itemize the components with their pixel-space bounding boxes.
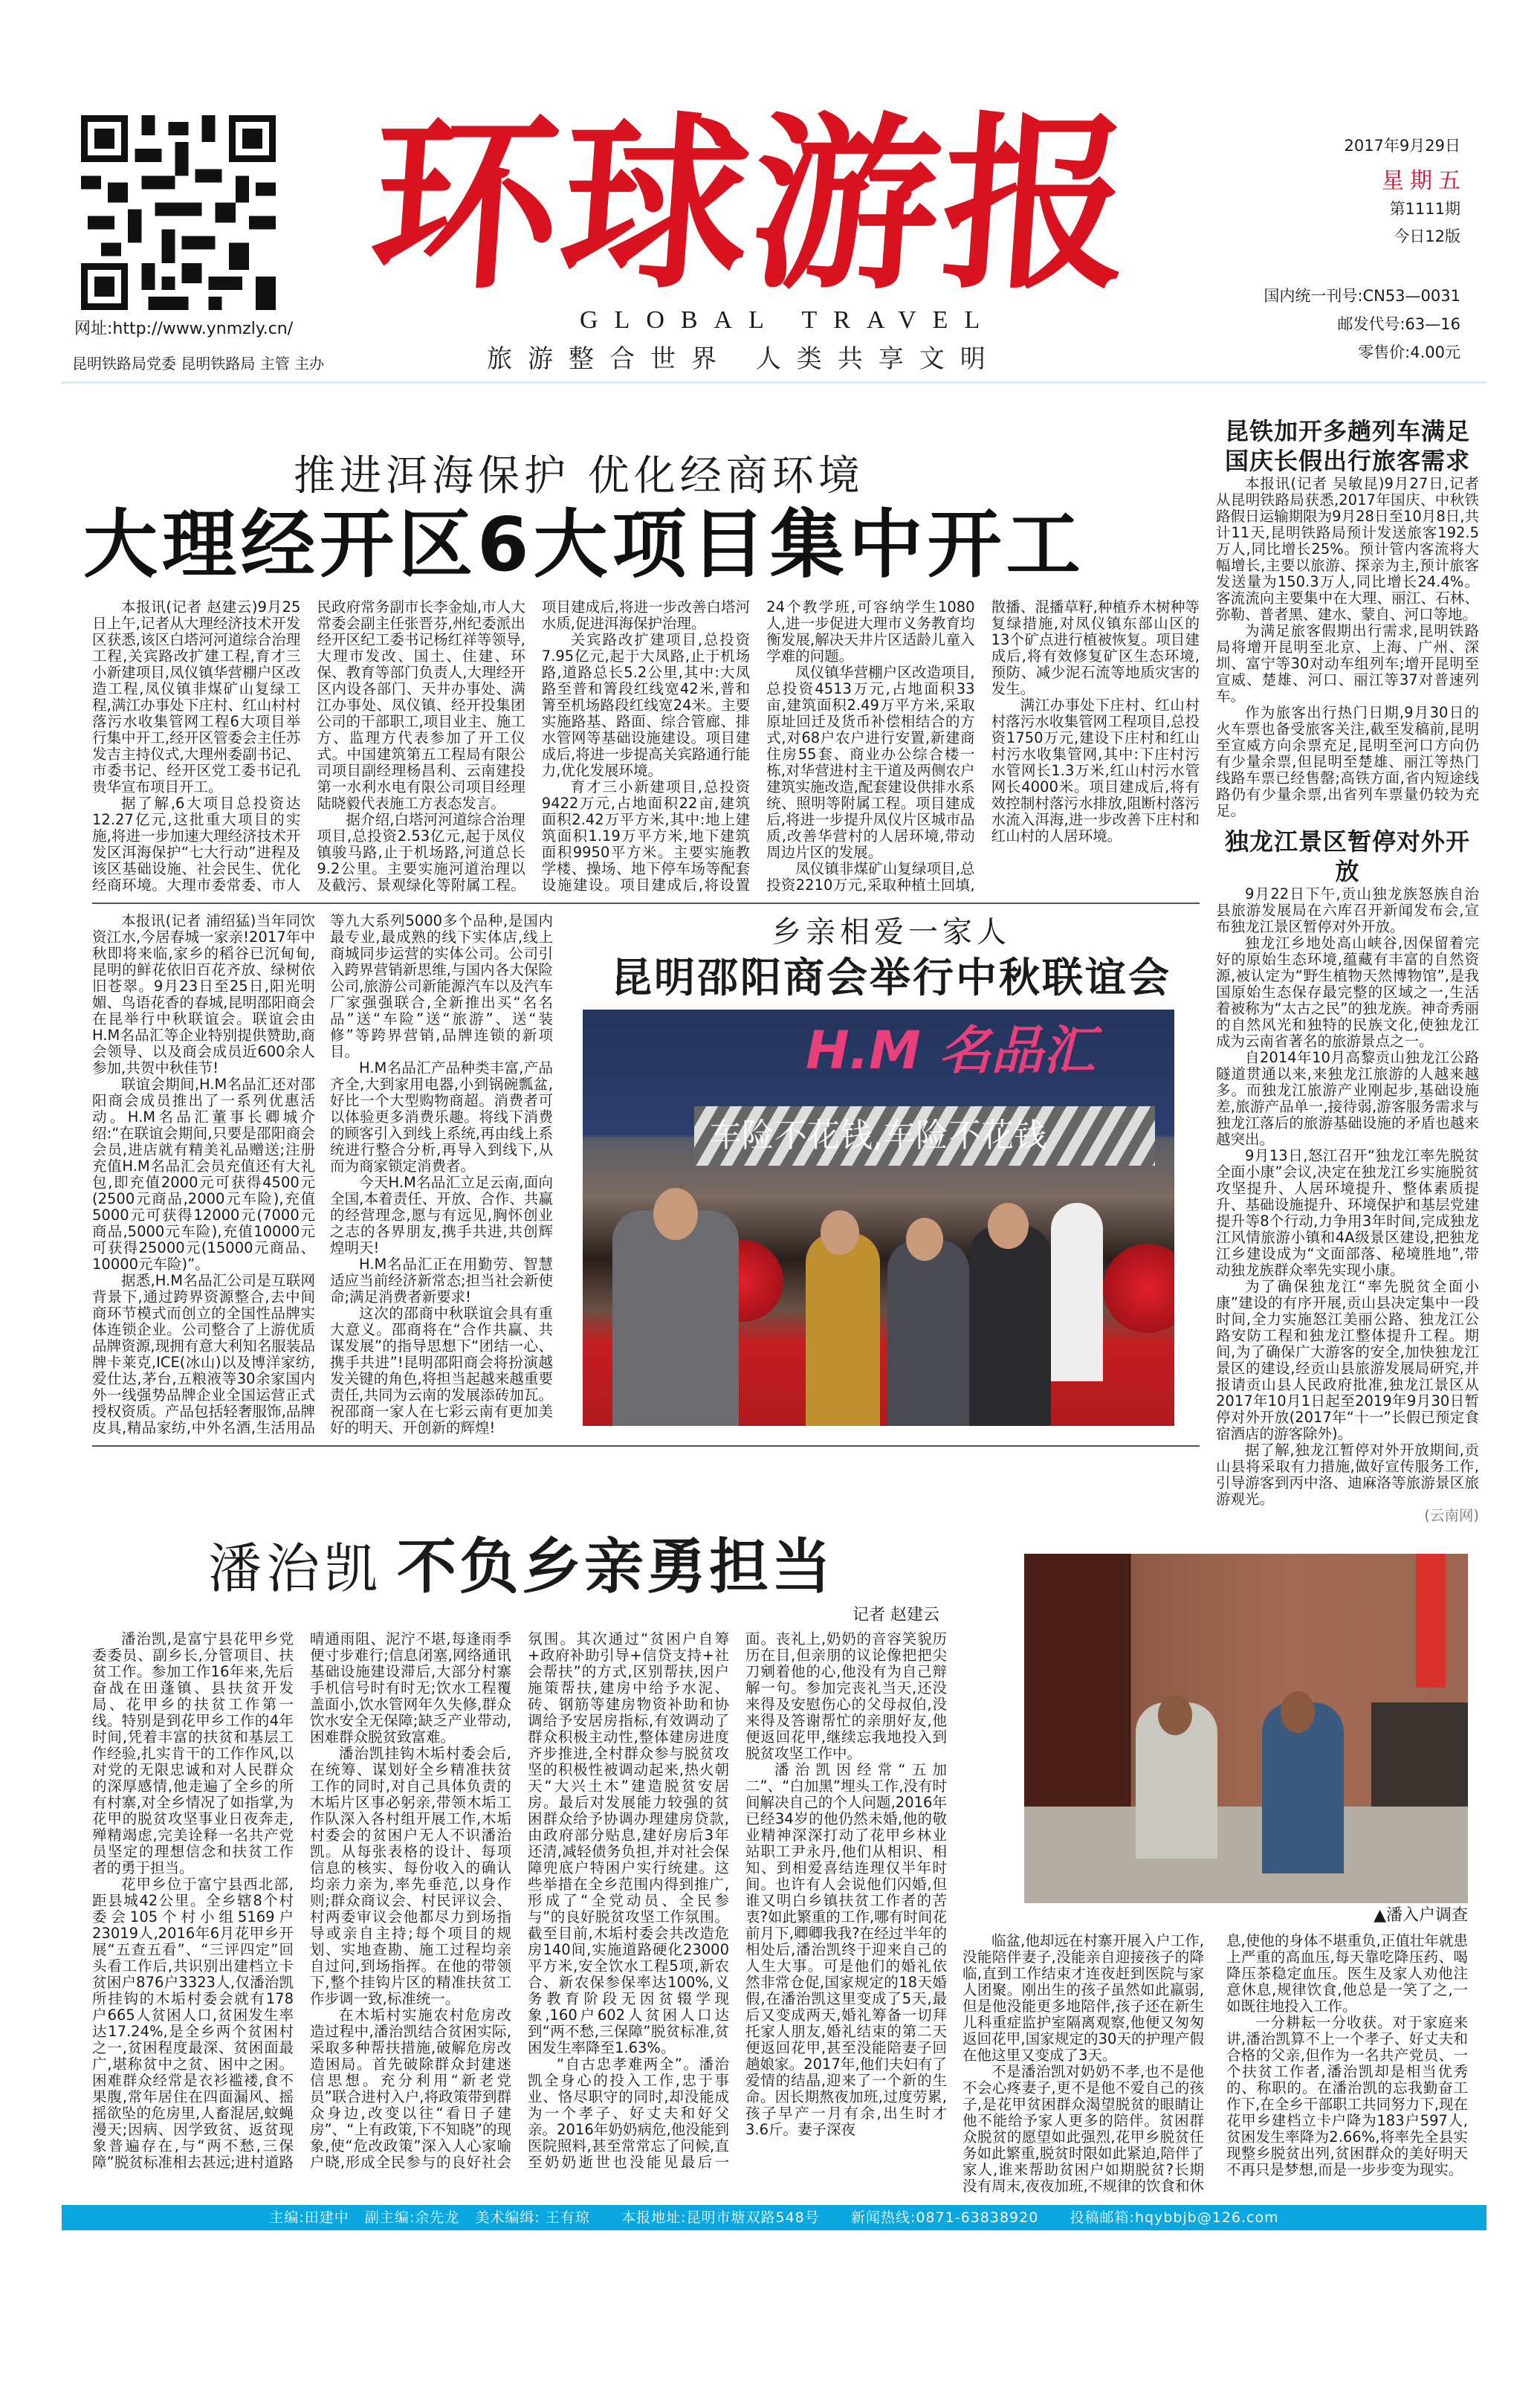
postal-code: 邮发代号:63—16 <box>1337 315 1460 333</box>
paragraph: 本报讯(记者 吴敏昆)9月27日,记者从昆明铁路局获悉,2017年国庆、中秋铁路假日运输期限为9月28日至10月8日,共计11天,昆明铁路局预计发送旅客192.5万人,同比增长25%。预计管内客流将大幅增长,主要以旅游、探亲为主,预计旅客发送量为150.3万人,同比增长24.4%。客流流向主要集中在大理、丽江、石林、弥勒、普者黑、建水、蒙自、河口等地。 <box>1216 475 1479 623</box>
sidebar-article-dulongjiang <box>1216 886 1479 1508</box>
middle-article-visual <box>583 913 1200 1426</box>
paragraph: 满江办事处下庄村、红山村村落污水收集管网工程项目,总投资1750万元,建设下庄村和红山村污水收集管网,其中:下庄村污水管网长1.3万米,红山村污水管网长4000米。项目建成后,将有效控制村落污水排放,阻断村落污水流入洱海,进一步改善下庄村和红山村的人居环境。 <box>991 697 1200 845</box>
weekday: 星期五 <box>1382 168 1466 194</box>
header-divider <box>62 381 1486 384</box>
middle-headline: 昆明邵阳商会举行中秋联谊会 <box>610 954 1171 1001</box>
paragraph: 临盆,他却远在村寨开展入户工作,没能陪伴妻子,没能亲自迎接孩子的降临,直到工作结束才连夜赶到医院与家人团聚。刚出生的孩子虽然如此羸弱,但是他没能更多地陪伴,孩子还在新生儿科重症监护室隔离观察,他便又匆匆返回花甲,国家规定的30天的护理产假在他这里又变成了3天。 <box>962 1932 1204 2064</box>
section-divider <box>92 903 1200 904</box>
sidebar-headline-dulongjiang: 独龙江景区暂停对外开放 <box>1224 827 1470 885</box>
paragraph: H.M名品汇正在用勤劳、智慧适应当前经济新常态;担当社会新使命;满足消费者新要求! <box>330 1256 553 1305</box>
website-url: 网址:http://www.ynmzly.cn/ <box>74 320 294 338</box>
page-count: 今日12版 <box>1394 227 1460 245</box>
paragraph: 不是潘治凯对奶奶不孝,也不是他不会心疼妻子,更不是他不爱自己的孩子,是花甲贫困群众渴望脱贫的眼睛让他不能给予家人更多的陪伴。贫困群众脱贫的愿望如此强烈,花甲乡脱贫任务如此繁重,脱贫时限如此紧迫,陪伴了家人,谁来帮助贫困户如期脱贫?长期没有周末,夜夜加班,不规律的饮食和休息,使他的身体不堪重负,正值壮年就患上严重的高血压,每天靠吃降压药、喝降压茶稳定血压。医生及家人劝他注意休息,规律饮食,他总是一笑了之,一如既往地投入工作。 <box>962 1932 1468 2195</box>
paragraph: 9月13日,怒江召开“独龙江率先脱贫全面小康”会议,决定在独龙江乡实施脱贫攻坚提升、人居环境提升、整体素质提升、基础设施提升、环境保护和基层党建提升等8个行动,力争用3年时间,完成独龙江风情旅游小镇和4A级景区建设,把独龙江乡建设成为“文面部落、秘境胜地”,带动独龙族群众率先实现小康。 <box>1216 1147 1479 1279</box>
paragraph: 独龙江乡地处高山峡谷,因保留着完好的原始生态环境,蕴藏有丰富的自然资源,被认定为“野生植物天然博物馆”,是我国原始生态保存最完整的区域之一,生活着被称为“太古之民”的独龙族。神奇秀丽的自然风光和独特的民族文化,使独龙江成为云南省著名的旅游景点之一。 <box>1216 934 1479 1050</box>
sidebar <box>1216 416 1479 1524</box>
bottom-article-main <box>92 1524 947 2171</box>
bottom-headline-row <box>92 1530 947 1604</box>
middle-kicker: 乡亲相爱一家人 <box>771 915 1011 949</box>
footer-bar: 主编:田建中 副主编:余先龙 美术编缉: 王有琼 本报地址:昆明市塘双路548号 新闻热线:0871-63838920 投稿邮箱:hqybbjb@126.com <box>62 2205 1486 2230</box>
sidebar-article-railway <box>1216 476 1479 819</box>
paragraph: 潘治凯,是富宁县花甲乡党委委员、副乡长,分管项目、扶贫工作。参加工作16年来,先后奋战在田蓬镇、县扶贫开发局、花甲乡的扶贫工作第一线。特别是到花甲乡工作的4年时间,凭着丰富的扶贫和基层工作经验,扎实肯干的工作作风,以对党的无限忠诚和对人民群众的深厚感情,他走遍了全乡的所有村寨,对全乡情况了如指掌,为花甲的脱贫攻坚事业日夜奔走,殚精竭虑,完美诠释一名共产党员坚定的理想信念和扶贫工作者的勇于担当。 <box>92 1630 294 1876</box>
sidebar-headline-railway: 昆铁加开多趟列车满足国庆长假出行旅客需求 <box>1224 417 1470 475</box>
paragraph: 作为旅客出行热门日期,9月30日的火车票也备受旅客关注,截至发稿前,昆明至宣威方向余票充足,昆明至河口方向仍有少量余票,但昆明至楚雄、丽江等热门线路车票已经售罄;高铁方面,省内短途线路仍有少量余票,出省列车票量仍较为充足。 <box>1216 704 1479 819</box>
upper-section <box>83 401 1479 1524</box>
lead-article-body <box>92 599 1200 894</box>
banner-text: 车险不花钱,车险不花钱 <box>709 1117 1046 1155</box>
sponsor-line: 昆明铁路局党委 昆明铁路局 主管 主办 <box>72 355 325 372</box>
paragraph: 潘治凯因经常“五加二”、“白加黑”埋头工作,没有时间解决自己的个人问题,2016年已经34岁的他仍然未婚,他的敬业精神深深打动了花甲乡林业站职工尹永丹,他们从相识、相知、到相爱喜结连理仅半年时间。也许有人会说他们闪婚,但谁又明白乡镇扶贫工作者的苦衷?如此繁重的工作,哪有时间花前月下,卿卿我我?在经过半年的相处后,潘治凯终于迎来自己的人生大事。可是他们的婚礼依然非常仓促,国家规定的18天婚假,在潘治凯这里变成了5天,最后又变成两天,婚礼筹备一切拜托家人朋友,婚礼结束的第二天便返回花甲,甚至没能陪妻子回趟娘家。2017年,他们夫妇有了爱情的结晶,迎来了一个新的生命。因长期熬夜加班,过度劳累,孩子早产一月有余,出生时才3.6斤。妻子深夜 <box>745 1761 947 2138</box>
newspaper-logo: 环球游报 <box>363 94 1141 314</box>
paragraph: 在木垢村实施农村危房改造过程中,潘治凯结合贫困实际,采取多种帮扶措施,破解危房改造困局。首先破除群众封建迷信思想。充分利用“新老党员”联合进村入户,将政策带到群众身边,改变以往“看日子建房”、“上有政策,下不知晓”的现象,使“危改政策”深入人心家喻户晓,形成全民参与的良好社会氛围。其次通过“贫困户自筹+政府补助引导+信贷支持+社会帮扶”的方式,区别帮扶,因户施策帮扶,建房中给予水泥、砖、钢筋等建房物资补助和协调给予安居房指标,有效调动了群众积极主动性,整体建房进度齐步推进,全村群众参与脱贫攻坚的积极性被调动起来,热火朝天“大兴土木”建造脱贫安居房。最后对发展能力较强的贫困群众给予协调办理建房贷款,由政府部分贴息,建好房后3年还清,减轻债务负担,并对社会保障兜底户特困户实行统建。这些举措在全乡范围内得到推广,形成了“全党动员、全民参与”的良好脱贫攻坚工作氛围。截至目前,木垢村委会共改造危房140间,实施道路硬化23000平方米,安全饮水工程5项,新农合、新农保参保率达100%,义务教育阶段无因贫辍学现象,160户602人贫困人口达到“两不愁,三保障”脱贫标准,贫困发生率降至1.63%。 <box>310 1630 729 2171</box>
paragraph: 为了确保独龙江“率先脱贫全面小康”建设的有序开展,贡山县决定集中一段时间,全力实施怒江美丽公路、独龙江公路安防工程和独龙江整体提升工程。期间,为了确保广大游客的安全,加快独龙江景区的建设,经贡山县旅游发展局研究,并报请贡山县人民政府批准,独龙江景区从2017年10月1日起至2019年9月30日暂停对外开放(2017年“十一”长假已预定食宿酒店的游客除外)。 <box>1216 1278 1479 1442</box>
main-content <box>83 401 1200 1456</box>
paragraph: 据了解,独龙江暂停对外开放期间,贡山县将采取有力措施,做好宣传服务工作,引导游客到丙中洛、迪麻洛等旅游景区旅游观光。 <box>1216 1442 1479 1508</box>
bottom-article <box>92 1524 1468 2195</box>
paragraph: 关宾路改扩建项目,总投资7.95亿元,起于大凤路,止于机场路,道路总长5.2公里,其中:大凤路至普和箐段红线宽42米,普和箐至机场路段红线宽24米。主要实施路基、路面、综合管廊、排水管网等基础设施建设。项目建成后,将进一步提高关宾路通行能力,优化发展环境。 <box>541 631 751 779</box>
paragraph: 本报讯(记者 浦绍猛)当年同饮资江水,今居春城一家亲!2017年中秋即将来临,家乡的稻谷已沉甸甸,昆明的鲜花依旧百花齐放、绿树依旧苍翠。9月23日至25日,阳光明媚、鸟语花香的春城,昆明邵阳商会在昆举行中秋联谊会。联谊会由H.M名品汇等企业特别提供赞助,商会领导、以及商会成员近600余人参加,共贺中秋佳节! <box>92 912 315 1076</box>
cn-number: 国内统一刊号:CN53—0031 <box>1264 287 1460 305</box>
byline: 记者 赵建云 <box>852 1606 939 1624</box>
paragraph: 据了解,6大项目总投资达12.27亿元,这批重大项目的实施,将进一步加速大理经济技术开发区洱海保护“七大行动”进程及该区基础设施、社会民生、优化经商环境。大理市委常委、市人民政府常务副市长李金灿,市人大常委会副主任张晋芬,州纪委派出经开区纪工委书记杨红祥等领导,大理市发改、国土、住建、环保、教育等部门负责人,大理经开区内设各部门、天井办事处、满江办事处、凤仪镇、经开投集团公司的干部职工,项目业主、施工方、监理方代表参加了开工仪式。中国建筑第五工程局有限公司项目副经理杨昌利、云南建投第一水利水电有限公司项目经理陆晓毅代表施工方表态发言。 <box>92 598 525 894</box>
section-divider <box>92 1445 1200 1447</box>
english-name: GLOBAL TRAVEL <box>580 306 997 334</box>
paragraph: 据介绍,白塔河河道综合治理项目,总投资2.53亿元,起于凤仪镇骏马路,止于机场路,河道总长9.2公里。主要实施河道治理以及截污、景观绿化等附属工程。项目建成后,将进一步改善白塔河水质,促进洱海保护治理。 <box>317 598 751 894</box>
paragraph: 凤仪镇华营棚户区改造项目,总投资4513万元,占地面积33亩,建筑面积2.49万平方米,采取原址回迁及货币补偿相结合的方式,对68户农户进行安置,新建商住房55套、商业办公综合楼一栋,对华营进村主干道及两侧农户建筑实施改造,配套建设供排水系统、照明等附属工程。项目建成后,将进一步提升凤仪片区城市品质,改善华营村的人居环境,带动周边片区的发展。 <box>766 664 975 861</box>
lead-subheadline: 推进洱海保护 优化经商环境 <box>294 452 864 500</box>
store-opening-photo <box>583 1010 1174 1426</box>
lead-headline: 大理经开区6大项目集中开工 <box>83 501 1085 588</box>
paragraph: 自2014年10月高黎贡山独龙江公路隧道贯通以来,来独龙江旅游的人越来越多。而独龙江旅游产业刚起步,基础设施差,旅游产品单一,接待弱,游客服务需求与独龙江落后的旅游基础设施的矛盾也越来越突出。 <box>1216 1049 1479 1148</box>
middle-article-body <box>92 913 553 1436</box>
paragraph: 联谊会期间,H.M名品汇还对邵阳商会成员推出了一系列优惠活动。H.M名品汇董事长卿城介绍:“在联谊会期间,只要是邵阳商会会员,进店就有精美礼品赠送;注册充值H.M名品汇会员充值还有大礼包,即充值2000元可获得4500元(2500元商品,2000元车险),充值5000元可获得12000元(7000元商品,5000元车险),充值10000元可获得25000元(15000元商品、10000元车险)”。 <box>92 1076 315 1273</box>
bottom-headline-name: 潘治凯 <box>208 1537 383 1600</box>
paragraph: H.M名品汇产品种类丰富,产品齐全,大到家用电器,小到锅碗瓢盆,好比一个大型购物商超。消费者可以体验更多消费乐趣。将线下消费的顾客引入到线上系统,再由线上系统进行整合分析,再导入到线下,从而为商家锁定消费者。 <box>330 1059 553 1175</box>
paragraph: 本报讯(记者 赵建云)9月25日上午,记者从大理经济技术开发区获悉,该区白塔河河道综合治理工程,关宾路改扩建工程,育才三小新建项目,凤仪镇华营棚户区改造工程,凤仪镇非煤矿山复绿工程,满江办事处下庄村、红山村村落污水收集管网工程6大项目举行集中开工,经开区管委会主任苏发吉主持仪式,大理州委副书记、市委书记、经开区党工委书记孔贵华宣布项目开工。 <box>92 598 301 795</box>
qr-code <box>72 115 285 310</box>
paragraph: 今天H.M名品汇立足云南,面向全国,本着责任、开放、合作、共赢的经营理念,愿与有远见,胸怀创业之志的各界朋友,携手共进,共创辉煌明天! <box>330 1174 553 1256</box>
bottom-article-body-continued <box>962 1933 1468 2195</box>
paragraph: 9月22日下午,贡山独龙族怒族自治县旅游发展局在六库召开新闻发布会,宣布独龙江景区暂停对外开放。 <box>1216 885 1479 935</box>
bottom-article-body <box>92 1631 947 2171</box>
paragraph: 育才三小新建项目,总投资9422万元,占地面积22亩,建筑面积2.42万平方米,其中:地上建筑面积1.19万平方米,地下建筑面积9950平方米。主要实施教学楼、操场、地下停车场等配套设施建设。项目建成后,将设置24个教学班,可容纳学生1080人,进一步促进大理市义务教育均衡发展,解决天井片区适龄儿童入学难的问题。 <box>541 598 975 894</box>
store-sign: H.M 名品汇 <box>806 1020 1096 1081</box>
article-source: (云南网) <box>1424 1507 1479 1524</box>
photo-caption: ▲潘入户调查 <box>1374 1906 1468 1925</box>
paragraph: 花甲乡位于富宁县西北部,距县城42公里。全乡辖8个村委会105个村小组5169户23019人,2016年6月花甲乡开展“五查五看”、“三评四定”回头看工作后,共识别出建档立卡贫困户876户3323人,仅潘治凯所挂钩的木垢村委会就有178户665人贫困人口,贫困发生率达17.24%,是全乡两个贫困村之一,贫困程度最深、贫困面最广,堪称贫中之贫、困中之困。困难群众经常是衣衫褴褛,食不果腹,常年居住在四面漏风、摇摇欲坠的危房里,人畜混居,蚊蝇漫天;因病、因学致贫、返贫现象普遍存在,与“两不愁,三保障”脱贫标准相去甚远;进村道路晴通雨阻、泥泞不堪,每逢雨季便寸步难行;信息闭塞,网络通讯基础设施建设滞后,大部分村寨手机信号时有时无;饮水工程覆盖面小,饮水管网年久失修,群众饮水安全无保障;缺乏产业带动,困难群众脱贫致富难。 <box>92 1630 511 2171</box>
bottom-article-side <box>962 1524 1468 2195</box>
paragraph: 为满足旅客假期出行需求,昆明铁路局将增开昆明至北京、上海、广州、深圳、富宁等30对动车组列车;增开昆明至宣威、楚雄、河口、丽江等37对普速列车。 <box>1216 622 1479 705</box>
issue-number: 第1111期 <box>1389 200 1460 218</box>
paragraph: 一分耕耘一分收获。对于家庭来讲,潘治凯算不上一个孝子、好丈夫和合格的父亲,但作为一名共产党员、一个扶贫工作者,潘治凯却是相当优秀的、称职的。在潘治凯的忘我勤奋工作下,在全乡干部职工共同努力下,现在花甲乡建档立卡户降为183户597人,贫困发生率降为2.66%,将率先全县实现整乡脱贫出列,贫困群众的美好明天不再只是梦想,而是一步步变为现实。 <box>1226 2014 1468 2178</box>
paragraph: 这次的邵商中秋联谊会具有重大意义。邵商将在“合作共赢、共谋发展”的指导思想下“团结一心、携手共进”!昆明邵阳商会将扮演越发关键的角色,将担当起越来越重要责任,共同为云南的发展添砖加瓦。祝邵商一家人在七彩云南有更加美好的明天、开创新的辉煌! <box>330 1305 553 1436</box>
slogan: 旅游整合世界 人类共享文明 <box>487 344 1001 374</box>
store-banner <box>694 1106 1155 1166</box>
household-survey-photo <box>1024 1554 1468 1903</box>
middle-article <box>92 913 1200 1436</box>
masthead <box>0 0 1540 401</box>
issue-date: 2017年9月29日 <box>1344 137 1460 155</box>
bottom-headline: 不负乡亲勇担当 <box>397 1532 835 1601</box>
paragraph: 凤仪镇非煤矿山复绿项目,总投资2210万元,采取种植土回填,散播、混播草籽,种植乔木树种等复绿措施,对凤仪镇东部山区的13个矿点进行植被恢复。项目建成后,将有效修复矿区生态环境,预防、减少泥石流等地质灾害的发生。 <box>766 598 1200 894</box>
paragraph: 据悉,H.M名品汇公司是互联网背景下,通过跨界资源整合,去中间商环节模式而创立的全国性品牌实体连锁企业。公司整合了上游优质品牌资源,现拥有意大利知名服装品牌卡莱克,ICE(冰山)以及博洋家纺,爱仕达,茅台,五粮液等30余家国内外一线强势品牌企业全国运营正式授权资质。产品包括轻奢服饰,品牌皮具,精品家纺,中外名酒,生活用品等九大系列5000多个品种,是国内最专业,最成熟的线下实体店,线上商城同步运营的实体公司。公司引入跨界营销新思维,与国内各大保险公司,旅游公司新能源汽车以及汽车厂家强强联合,全新推出买“名名品”送“车险”送“旅游”、送“装修”等跨界营销,品牌连锁的新项目。 <box>92 912 553 1436</box>
paragraph: “自古忠孝难两全”。潘治凯全身心的投入工作,忠于事业、恪尽职守的同时,却没能成为一个孝子、好丈夫和好父亲。2016年奶奶病危,他没能到医院照料,甚至常常忘了问候,直至奶奶逝世也没能见最后一面。丧礼上,奶奶的音容笑貌历历在目,但亲朋的议论像把把尖刀剜着他的心,他没有为自己辩解一句。参加完丧礼当天,还没来得及安慰伤心的父母叔伯,没来得及答谢帮忙的亲朋好友,他便返回花甲,继续忘我地投入到脱贫攻坚工作中。 <box>528 1630 947 2171</box>
retail-price: 零售价:4.00元 <box>1358 343 1460 361</box>
paragraph: 潘治凯挂钩木垢村委会后,在统筹、谋划好全乡精准扶贫工作的同时,对自己具体负责的木垢片区事必躬亲,带领木垢工作队深入各村组开展工作,木垢村委会的贫困户无人不识潘治凯。从每张表格的设计、每项信息的核实、每份收入的确认均亲力亲为,率先垂范,以身作则;群众商议会、村民评议会、村两委审议会他都尽力到场指导或亲自主持;每个项目的规划、实地查勘、施工过程均亲自过问,到场指挥。在他的带领下,整个挂钩片区的精准扶贫工作步调一致,标准统一。 <box>310 1745 511 2007</box>
